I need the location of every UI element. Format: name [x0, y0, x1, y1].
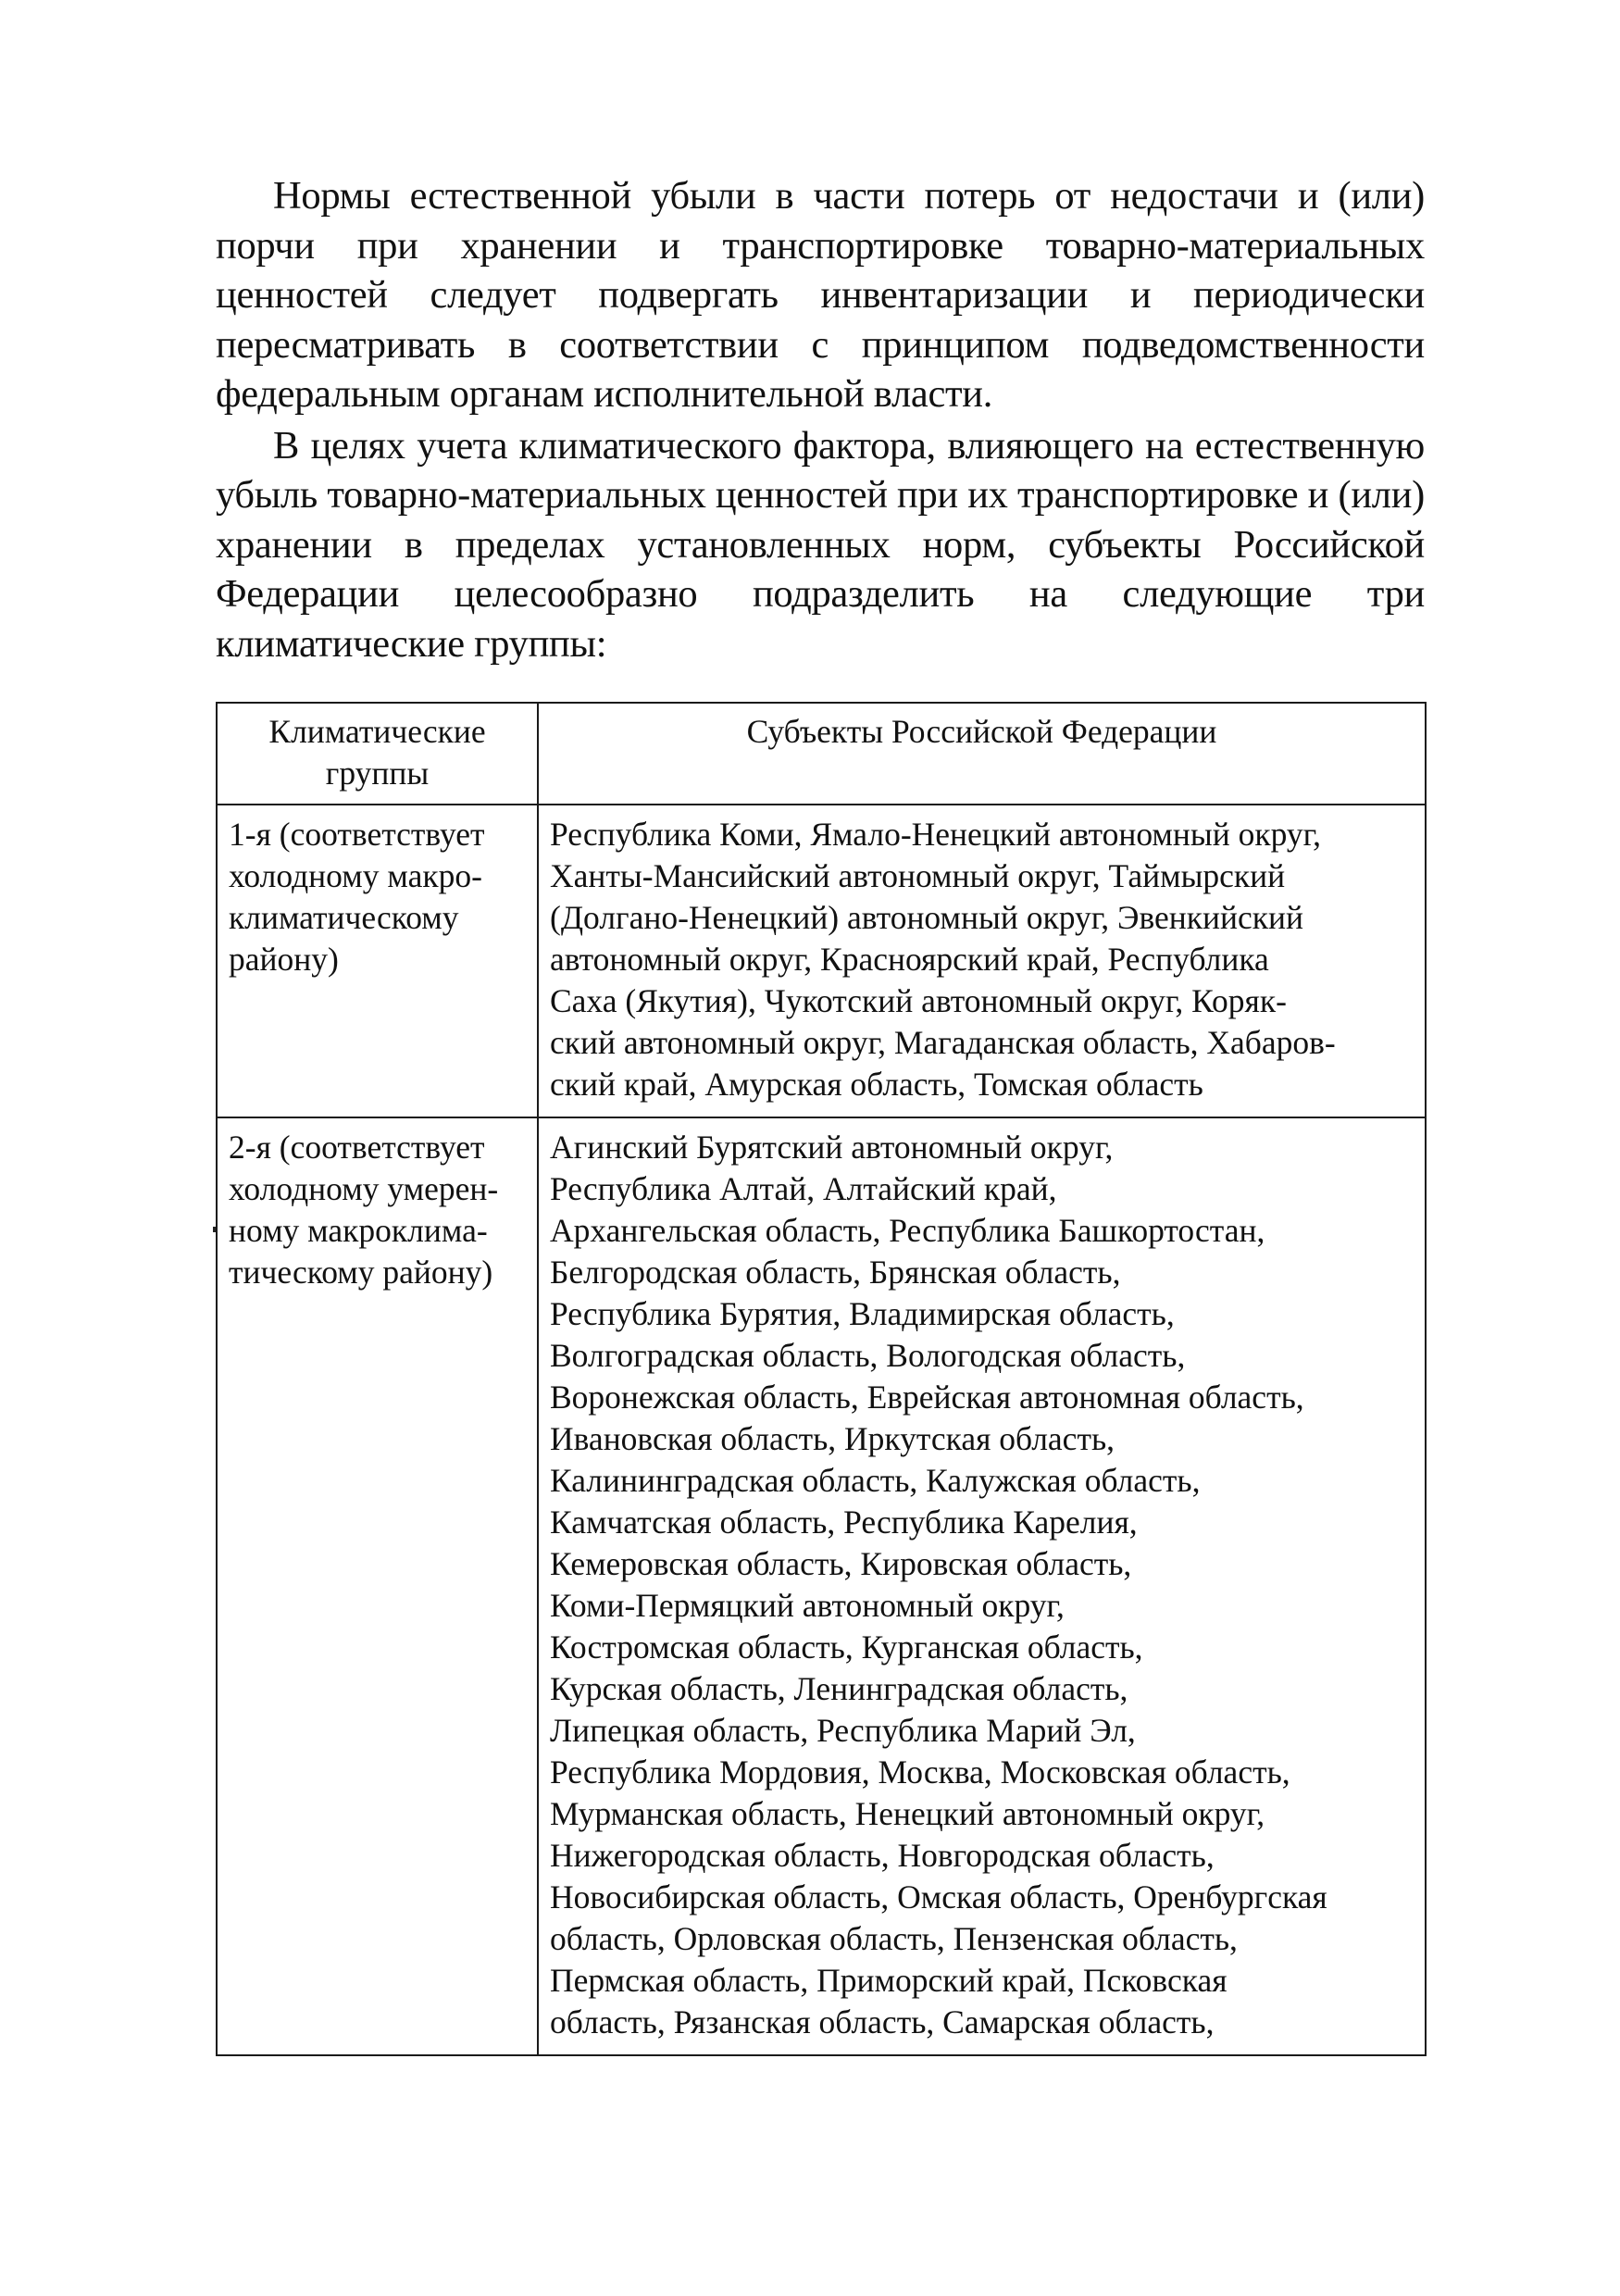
federation-subject-line: автономный округ, Красноярский край, Республика — [550, 941, 1269, 978]
federation-subject-line: Мурманская область, Ненецкий автономный округ, — [550, 1795, 1265, 1832]
climate-group-line: 2-я (соответствует — [229, 1129, 485, 1166]
federation-subject-line: область, Рязанская область, Самарская область, — [550, 2003, 1215, 2040]
climate-group-cell — [217, 1117, 538, 2055]
header-climate-groups — [217, 703, 538, 805]
climate-group-line: тическому району) — [229, 1254, 493, 1291]
federation-subject-line: Республика Коми, Ямало-Ненецкий автономный округ, — [550, 816, 1322, 853]
federation-subject-line: область, Орловская область, Пензенская область, — [550, 1920, 1238, 1957]
federation-subject-line: Республика Алтай, Алтайский край, — [550, 1170, 1057, 1207]
climate-group-line: ному макроклима- — [229, 1212, 488, 1249]
federation-subject-line: Калининградская область, Калужская область, — [550, 1462, 1201, 1499]
document-page — [216, 171, 1425, 2056]
federation-subject-line: Агинский Бурятский автономный округ, — [550, 1129, 1114, 1166]
federation-subject-line: Кемеровская область, Кировская область, — [550, 1545, 1132, 1582]
federation-subject-line: Курская область, Ленинградская область, — [550, 1670, 1128, 1707]
paragraph-2: В целях учета климатического фактора, влияющего на естественную убыль товарно-материальных ценностей при их транспортировке и (или) хранении в пределах установленных норм, субъекты Российской Федерации целесообразно подразделить на следующие три климатические группы: — [216, 423, 1425, 666]
header-federation-subjects — [538, 703, 1426, 805]
climate-group-line: холодному макро- — [229, 857, 482, 894]
scan-speck — [213, 1227, 216, 1232]
federation-subject-line: Камчатская область, Республика Карелия, — [550, 1504, 1138, 1541]
federation-subject-line: Республика Бурятия, Владимирская область, — [550, 1295, 1175, 1332]
federation-subject-line: Саха (Якутия), Чукотский автономный округ, Коряк- — [550, 982, 1287, 1019]
federation-subject-line: Воронежская область, Еврейская автономная область, — [550, 1379, 1304, 1416]
federation-subject-line: Пермская область, Приморский край, Псковская — [550, 1962, 1227, 1999]
federation-subjects-cell — [538, 805, 1426, 1117]
climate-group-cell — [217, 805, 538, 1117]
table-row — [217, 805, 1426, 1117]
header-climate-groups-label: Климатические группы — [268, 713, 486, 792]
federation-subject-line: ский автономный округ, Магаданская область, Хабаров- — [550, 1024, 1336, 1061]
header-federation-subjects-label: Субъекты Российской Федерации — [746, 713, 1217, 750]
climate-groups-table — [216, 702, 1427, 2056]
climate-group-line: климатическому — [229, 899, 459, 936]
table-row — [217, 1117, 1426, 2055]
federation-subject-line: Республика Мордовия, Москва, Московская область, — [550, 1753, 1290, 1791]
climate-group-line: району) — [229, 941, 339, 978]
federation-subject-line: Архангельская область, Республика Башкортостан, — [550, 1212, 1265, 1249]
federation-subject-line: Нижегородская область, Новгородская область, — [550, 1837, 1215, 1874]
federation-subject-line: Ханты-Мансийский автономный округ, Таймырский — [550, 857, 1286, 894]
federation-subject-line: ский край, Амурская область, Томская область — [550, 1066, 1203, 1103]
federation-subject-line: Коми-Пермяцкий автономный округ, — [550, 1587, 1065, 1624]
federation-subject-line: Липецкая область, Республика Марий Эл, — [550, 1712, 1136, 1749]
federation-subject-line: Волгоградская область, Вологодская область, — [550, 1337, 1186, 1374]
federation-subject-line: Белгородская область, Брянская область, — [550, 1254, 1121, 1291]
paragraph-1: Нормы естественной убыли в части потерь от недостачи и (или) порчи при хранении и транспортировке товарно-материальных ценностей следует подвергать инвентаризации и периодически пересматривать в соответствии с принципом подведомственности федеральным органам исполнительной власти. — [216, 174, 1425, 416]
climate-group-line: 1-я (соответствует — [229, 816, 485, 853]
federation-subject-line: (Долгано-Ненецкий) автономный округ, Эвенкийский — [550, 899, 1304, 936]
federation-subjects-cell — [538, 1117, 1426, 2055]
climate-group-line: холодному умерен- — [229, 1170, 499, 1207]
federation-subject-line: Ивановская область, Иркутская область, — [550, 1420, 1115, 1457]
federation-subject-line: Костромская область, Курганская область, — [550, 1628, 1143, 1666]
federation-subject-line: Новосибирская область, Омская область, Оренбургская — [550, 1878, 1327, 1915]
table-header-row — [217, 703, 1426, 805]
